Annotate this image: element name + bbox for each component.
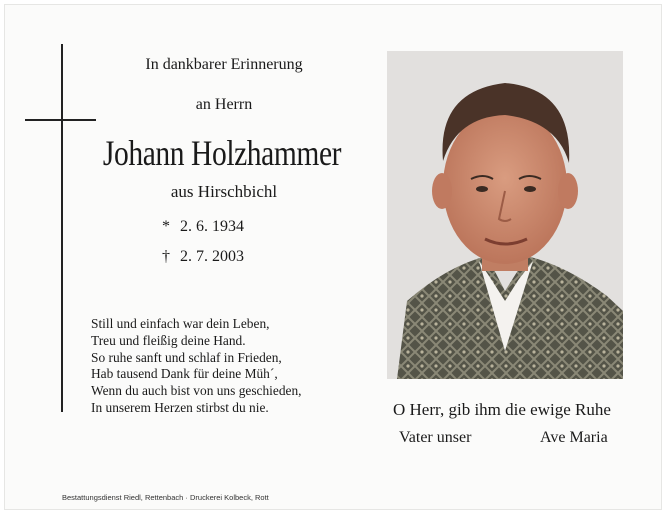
death-line bbox=[162, 248, 244, 266]
cross-vertical-bar bbox=[61, 44, 63, 412]
prayer-line: O Herr, gib ihm die ewige Ruhe bbox=[393, 400, 611, 419]
poem-line: Wenn du auch bist von uns geschieden, bbox=[91, 383, 302, 399]
salutation: an Herrn bbox=[195, 96, 253, 113]
prayer-ave-maria: Ave Maria bbox=[540, 429, 608, 446]
portrait-illustration bbox=[387, 51, 623, 379]
intro-text: In dankbarer Erinnerung bbox=[145, 56, 303, 73]
death-date: 2. 7. 2003 bbox=[180, 248, 244, 265]
portrait-photo bbox=[387, 51, 623, 379]
poem-line: Hab tausend Dank für deine Müh´, bbox=[91, 366, 278, 382]
printer-credit: Bestattungsdienst Riedl, Rettenbach · Druckerei Kolbeck, Rott bbox=[62, 493, 269, 502]
origin: aus Hirschbichl bbox=[170, 182, 278, 201]
birth-date: 2. 6. 1934 bbox=[180, 218, 244, 235]
poem-line: Still und einfach war dein Leben, bbox=[91, 316, 270, 331]
death-symbol: † bbox=[162, 248, 170, 265]
poem bbox=[91, 316, 302, 417]
cross-horizontal-bar bbox=[25, 119, 96, 121]
prayer-vater-unser: Vater unser bbox=[399, 429, 472, 446]
birth-line bbox=[162, 218, 244, 236]
memorial-card bbox=[4, 4, 662, 510]
birth-symbol: * bbox=[162, 218, 170, 235]
poem-line: Treu und fleißig deine Hand. bbox=[91, 332, 246, 348]
poem-line: In unserem Herzen stirbst du nie. bbox=[91, 399, 269, 415]
deceased-name: Johann Holzhammer bbox=[102, 133, 342, 173]
poem-line: So ruhe sanft und schlaf in Frieden, bbox=[91, 349, 282, 365]
